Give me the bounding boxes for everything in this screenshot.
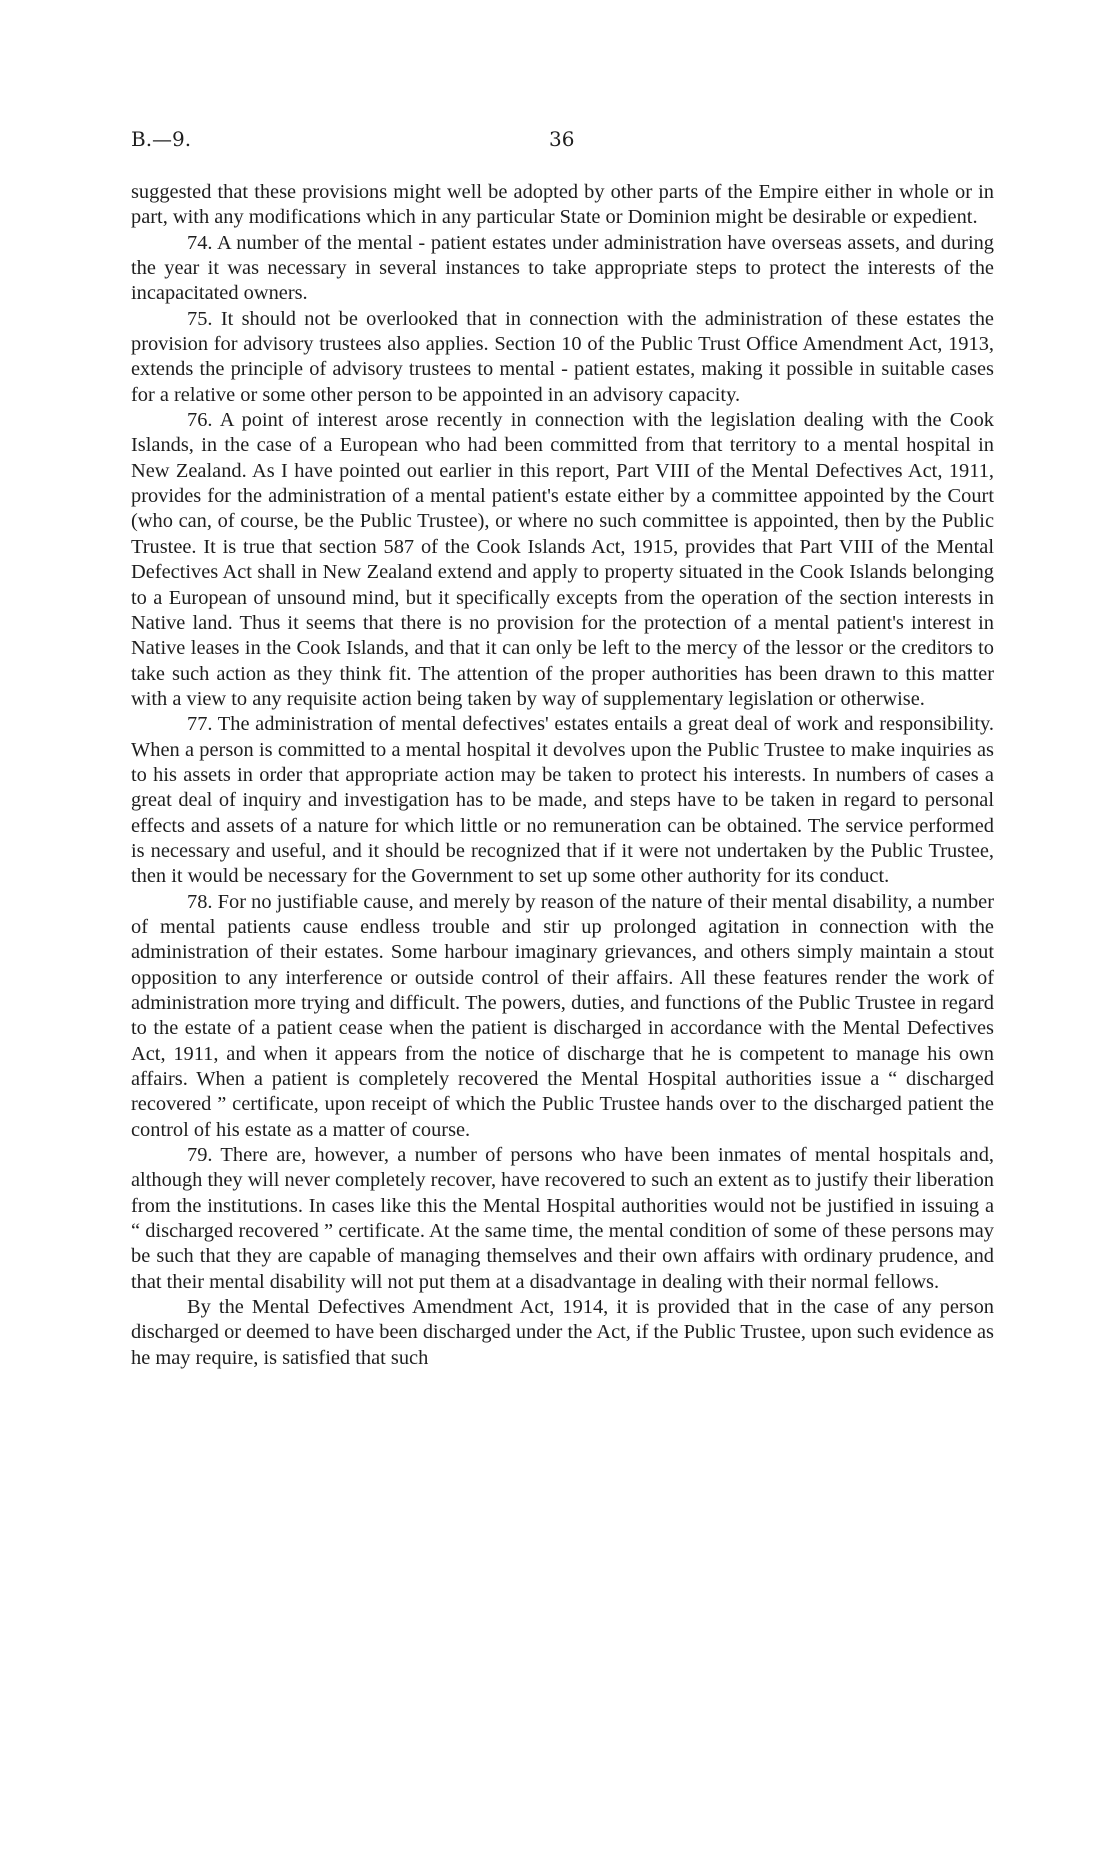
paragraph-number: 79. (187, 1144, 213, 1167)
paragraph-text: suggested that these provisions might well be adopted by other parts of the Empire either in whole or in part, with any modifications which in any particular State or Dominion might be desirable or expedient. (131, 181, 994, 229)
page-header (131, 127, 991, 157)
paragraph-number: 74. (187, 231, 213, 254)
paragraph-text: A number of the mental - patient estates under administration have overseas assets, and during the year it was necessary in several instances to take appropriate steps to protect the interests of the incapacitated owners. (131, 231, 994, 305)
paragraph-text: For no justifiable cause, and merely by reason of the nature of their mental disability, a number of mental patients cause endless trouble and stir up prolonged agitation in connection with the administration of their estates. Some harbour imaginary grievances, and others simply maintain a stout opposition to any interference or outside control of their affairs. All these features render the work of administration more trying and difficult. The powers, duties, and functions of the Public Trustee in regard to the estate of a patient cease when the patient is discharged in accordance with the Mental Defectives Act, 1911, and when it appears from the notice of discharge that he is competent to manage his own affairs. When a patient is completely recovered the Mental Hospital authorities issue a “ discharged recovered ” certificate, upon receipt of which the Public Trustee hands over to the discharged patient the control of his estate as a matter of course. (131, 890, 994, 1141)
paragraph-text: A point of interest arose recently in connection with the legislation dealing with the Cook Islands, in the case of a European who had been committed from that territory to a mental hospital in New Zealand. As I have pointed out earlier in this report, Part VIII of the Mental Defectives Act, 1911, provides for the administration of a mental patient's estate either by a committee appointed by the Court (who can, of course, be the Public Trustee), or where no such committee is appointed, then by the Public Trustee. It is true that section 587 of the Cook Islands Act, 1915, provides that Part VIII of the Mental Defectives Act shall in New Zealand extend and apply to property situated in the Cook Islands belonging to a European of unsound mind, but it specifically excepts from the operation of the section interests in Native land. Thus it seems that there is no provision for the protection of a mental patient's interest in Native leases in the Cook Islands, and that it can only be left to the mercy of the lessor or the creditors to take such action as they think fit. The attention of the proper authorities has been drawn to this matter with a view to any requisite action being taken by way of supplementary legislation or otherwise. (131, 409, 994, 710)
paragraph-79 (131, 1143, 994, 1295)
paragraph-76 (131, 408, 994, 712)
paragraph-number: 77. (187, 713, 213, 736)
page-number: 36 (549, 127, 575, 151)
paragraph-continuation (131, 180, 994, 231)
paragraph-text: There are, however, a number of persons who have been inmates of mental hospitals and, although they will never completely recover, have recovered to such an extent as to justify their liberation from the institutions. In cases like this the Mental Hospital authorities would not be justified in issuing a “ discharged recovered ” certificate. At the same time, the mental condition of some of these persons may be such that they are capable of managing themselves and their own affairs with ordinary prudence, and that their mental disability will not put them at a disadvantage in dealing with their normal fellows. (131, 1144, 994, 1293)
document-body (131, 180, 994, 1371)
paragraph-74 (131, 231, 994, 307)
paragraph-number: 76. (187, 409, 213, 432)
paragraph-77 (131, 712, 994, 889)
paragraph-number: 78. (187, 890, 213, 913)
paragraph-text: The administration of mental defectives' estates entails a great deal of work and responsibility. When a person is committed to a mental hospital it devolves upon the Public Trustee to make inquiries as to his assets in order that appropriate action may be taken to protect his interests. In numbers of cases a great deal of inquiry and investigation has to be made, and steps have to be taken in regard to personal effects and assets of a nature for which little or no remuneration can be obtained. The service performed is necessary and useful, and it should be recognized that if it were not undertaken by the Public Trustee, then it would be necessary for the Government to set up some other authority for its conduct. (131, 713, 994, 888)
paragraph-text: It should not be overlooked that in connection with the administration of these estates the provision for advisory trustees also applies. Section 10 of the Public Trust Office Amendment Act, 1913, extends the principle of advisory trustees to mental - patient estates, making it possible in suitable cases for a relative or some other person to be appointed in an advisory capacity. (131, 307, 994, 406)
document-id: B.—9. (131, 127, 192, 151)
paragraph-78 (131, 890, 994, 1143)
paragraph-amendment-act (131, 1295, 994, 1371)
paragraph-text: By the Mental Defectives Amendment Act, 1914, it is provided that in the case of any person discharged or deemed to have been discharged under the Act, if the Public Trustee, upon such evidence as he may require, is satisfied that such (131, 1296, 994, 1369)
paragraph-75 (131, 307, 994, 408)
paragraph-number: 75. (187, 307, 213, 330)
